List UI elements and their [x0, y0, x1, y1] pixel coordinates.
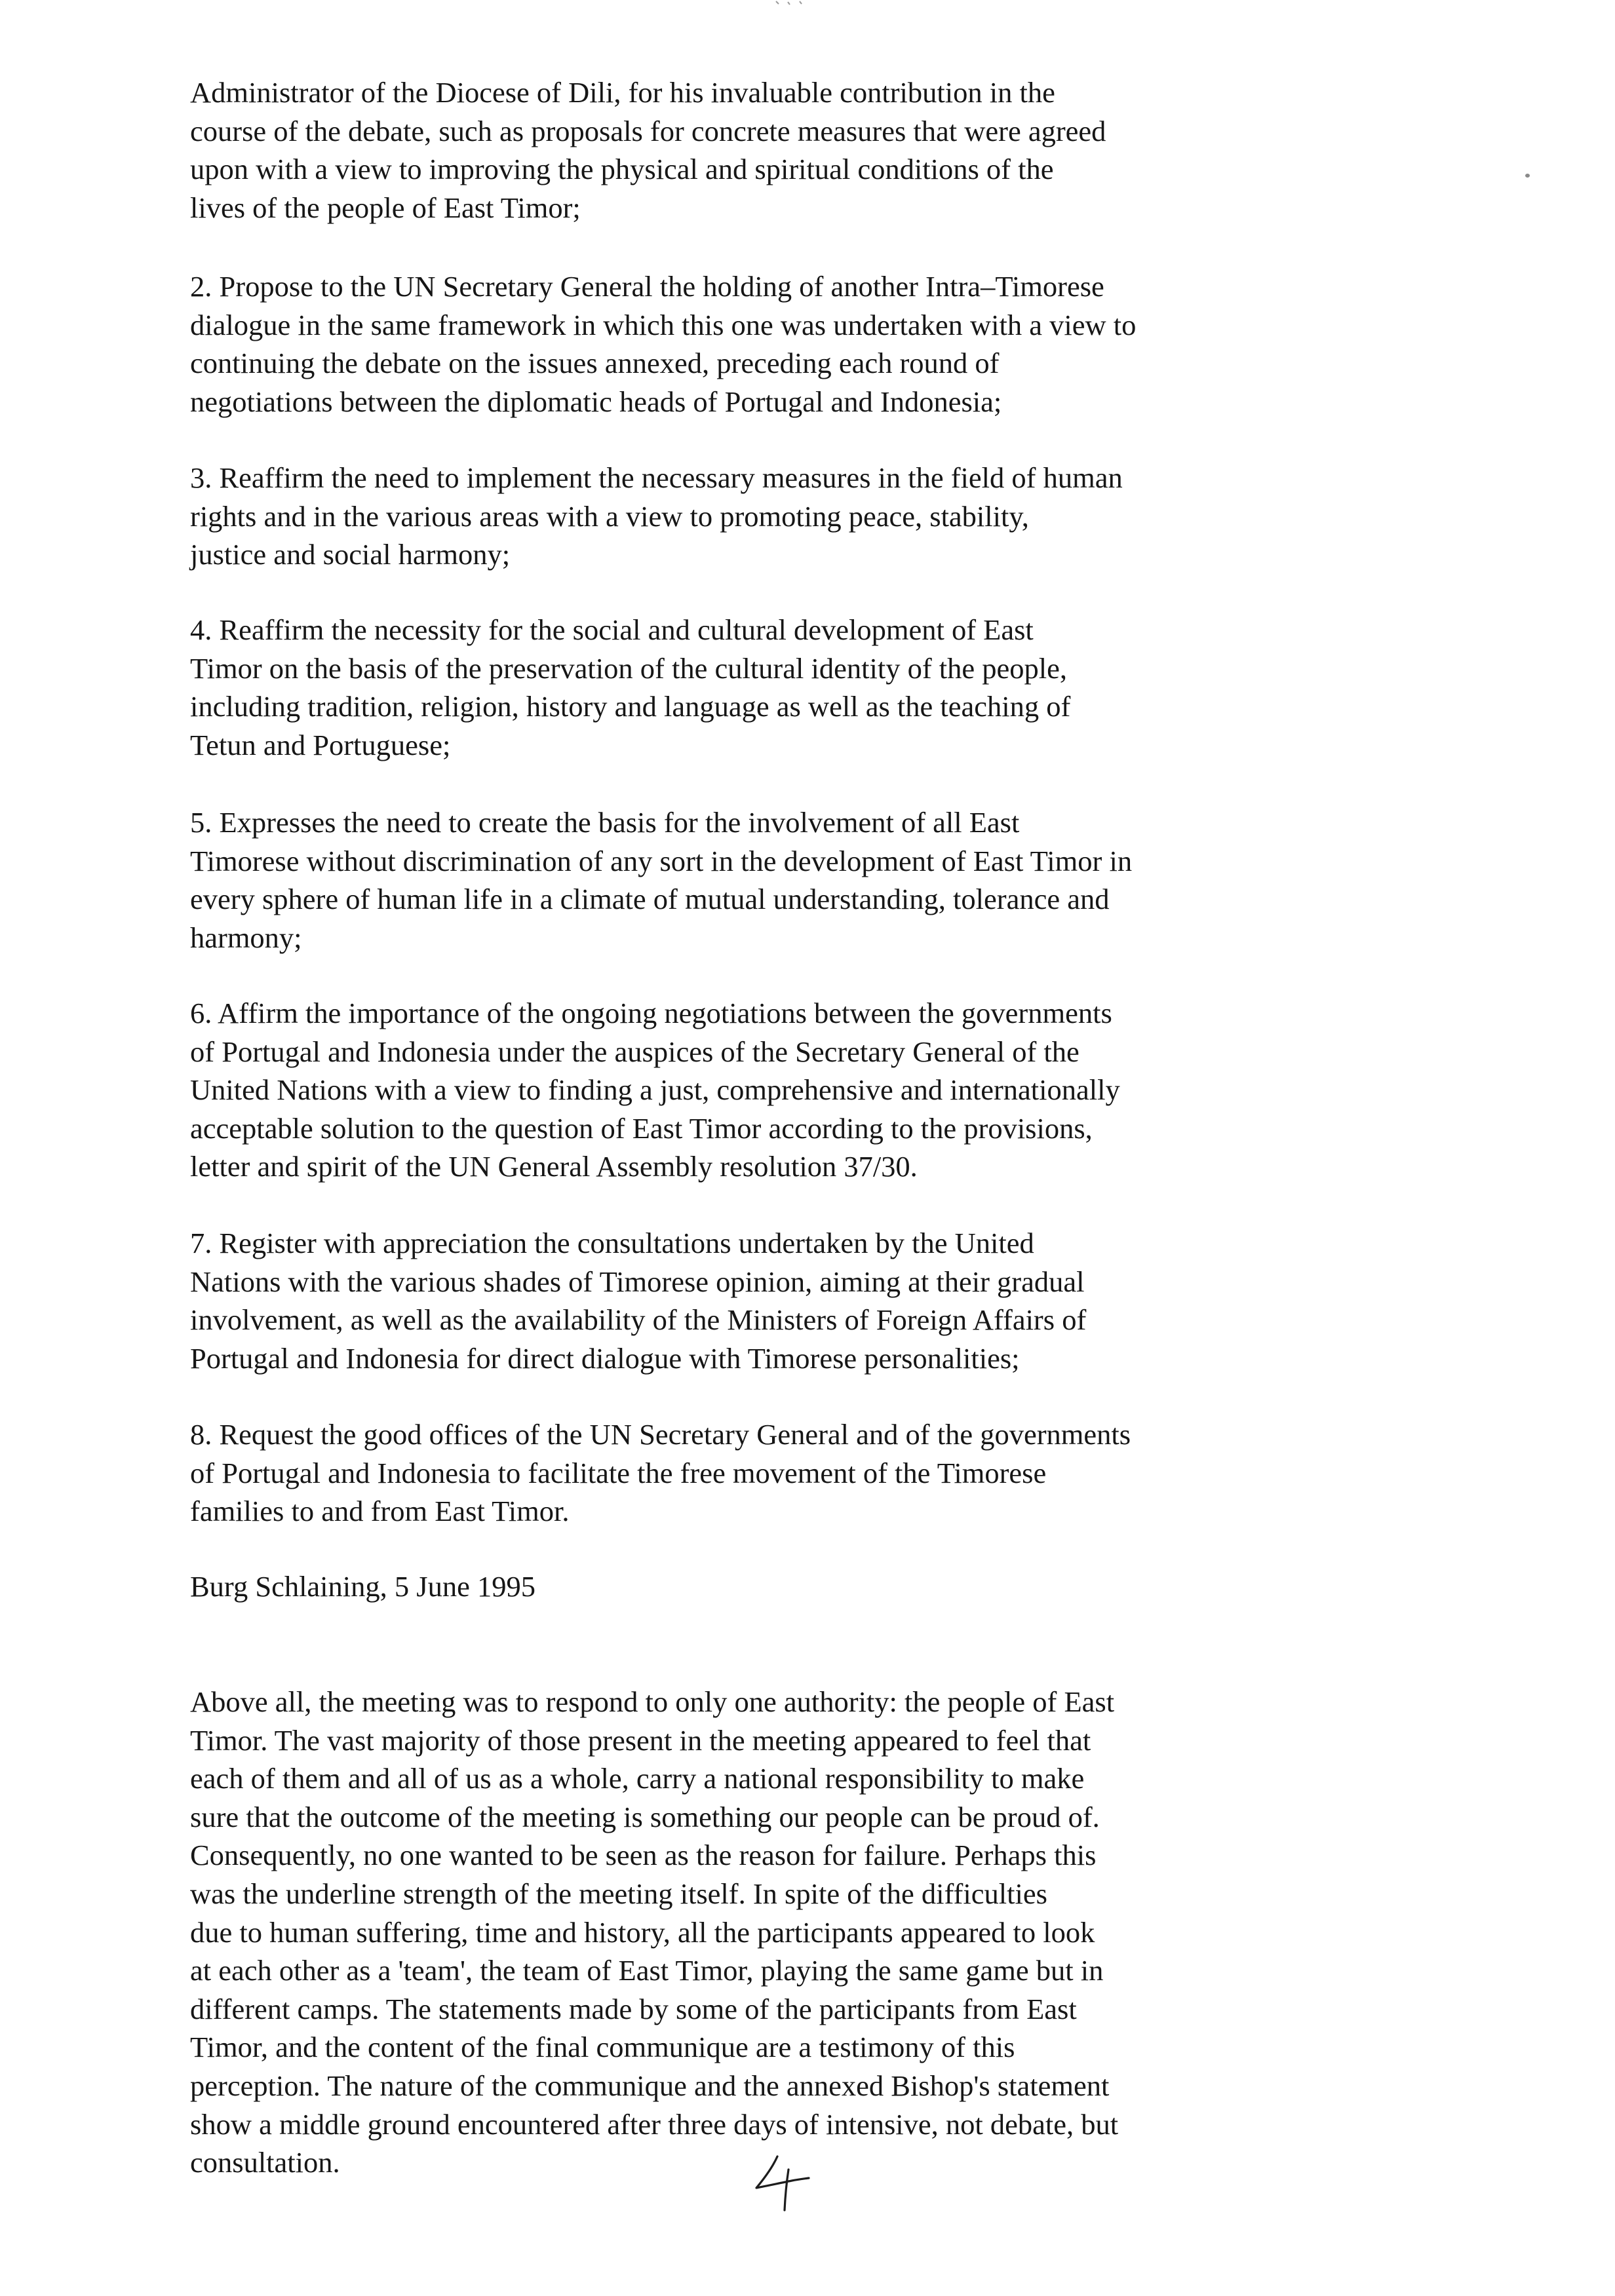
paragraph-item-6 — [190, 994, 1120, 1186]
paragraph-item-3 — [190, 459, 1123, 574]
text-line: Nations with the various shades of Timorese opinion, aiming at their gradual — [190, 1265, 1085, 1298]
text-line: 7. Register with appreciation the consultations undertaken by the United — [190, 1227, 1034, 1259]
text-line: 2. Propose to the UN Secretary General the holding of another Intra–Timorese — [190, 270, 1104, 303]
text-line: justice and social harmony; — [190, 538, 511, 571]
text-line: 4. Reaffirm the necessity for the social and cultural development of East — [190, 613, 1034, 646]
text-line: every sphere of human life in a climate of mutual understanding, tolerance and — [190, 883, 1110, 916]
text-line: upon with a view to improving the physical and spiritual conditions of the — [190, 153, 1054, 186]
margin-dot-mark — [1525, 174, 1530, 178]
text-line: different camps. The statements made by some of the participants from East — [190, 1992, 1077, 2025]
text-line: of Portugal and Indonesia to facilitate the free movement of the Timorese — [190, 1456, 1047, 1489]
text-line: lives of the people of East Timor; — [190, 191, 581, 224]
text-line: dialogue in the same framework in which this one was undertaken with a view to — [190, 308, 1137, 341]
text-line: Timor. The vast majority of those present in the meeting appeared to feel that — [190, 1723, 1091, 1757]
text-line: sure that the outcome of the meeting is something our people can be proud of. — [190, 1800, 1100, 1833]
text-line: each of them and all of us as a whole, carry a national responsibility to make — [190, 1762, 1085, 1795]
paragraph-closing-commentary — [190, 1683, 1118, 2182]
text-line: was the underline strength of the meeting itself. In spite of the difficulties — [190, 1877, 1047, 1910]
text-line: Administrator of the Diocese of Dili, for his invaluable contribution in the — [190, 76, 1055, 109]
text-line: Consequently, no one wanted to be seen as the reason for failure. Perhaps this — [190, 1839, 1097, 1872]
text-line: 5. Expresses the need to create the basis for the involvement of all East — [190, 806, 1020, 839]
text-line: Timor, and the content of the final communique are a testimony of this — [190, 2031, 1015, 2064]
paragraph-item-8 — [190, 1415, 1131, 1531]
text-line: course of the debate, such as proposals for concrete measures that were agreed — [190, 114, 1106, 147]
text-line: Timorese without discrimination of any sort in the development of East Timor in — [190, 844, 1133, 877]
text-line: of Portugal and Indonesia under the auspices of the Secretary General of the — [190, 1035, 1080, 1068]
text-line: acceptable solution to the question of East Timor according to the provisions, — [190, 1111, 1093, 1145]
text-line: negotiations between the diplomatic heads of Portugal and Indonesia; — [190, 385, 1002, 418]
text-line: including tradition, religion, history and language as well as the teaching of — [190, 690, 1071, 723]
paragraph-item-5 — [190, 803, 1132, 957]
text-line: harmony; — [190, 921, 302, 954]
paragraph-item-2 — [190, 267, 1136, 421]
text-line: Tetun and Portuguese; — [190, 728, 451, 761]
text-line: consultation. — [190, 2146, 340, 2179]
text-line: rights and in the various areas with a view to promoting peace, stability, — [190, 499, 1029, 533]
text-line: Timor on the basis of the preservation of the cultural identity of the people, — [190, 651, 1067, 685]
text-line: 3. Reaffirm the need to implement the necessary measures in the field of human — [190, 461, 1123, 494]
place-date-line — [190, 1567, 535, 1606]
text-line: United Nations with a view to finding a just, comprehensive and internationally — [190, 1073, 1120, 1107]
text-line: at each other as a 'team', the team of East Timor, playing the same game but in — [190, 1954, 1104, 1987]
paragraph-intro-continuation — [190, 73, 1106, 227]
text-line: letter and spirit of the UN General Assembly resolution 37/30. — [190, 1150, 918, 1183]
text-line: families to and from East Timor. — [190, 1495, 570, 1528]
paragraph-item-7 — [190, 1224, 1086, 1377]
text-line: continuing the debate on the issues annexed, preceding each round of — [190, 347, 1000, 380]
text-line: involvement, as well as the availability of the Ministers of Foreign Affairs of — [190, 1303, 1087, 1337]
text-line: Above all, the meeting was to respond to only one authority: the people of East — [190, 1685, 1115, 1718]
text-line: perception. The nature of the communique and the annexed Bishop's statement — [190, 2069, 1110, 2102]
text-line: due to human suffering, time and history, all the participants appeared to look — [190, 1915, 1095, 1949]
scan-artifact-mark — [771, 0, 810, 7]
text-line: Burg Schlaining, 5 June 1995 — [190, 1570, 535, 1603]
handwritten-page-number — [752, 2152, 811, 2215]
text-line: 6. Affirm the importance of the ongoing negotiations between the governments — [190, 997, 1112, 1029]
paragraph-item-4 — [190, 611, 1070, 764]
text-line: 8. Request the good offices of the UN Secretary General and of the governments — [190, 1418, 1131, 1451]
text-line: Portugal and Indonesia for direct dialogue with Timorese personalities; — [190, 1341, 1020, 1375]
text-line: show a middle ground encountered after three days of intensive, not debate, but — [190, 2107, 1119, 2141]
